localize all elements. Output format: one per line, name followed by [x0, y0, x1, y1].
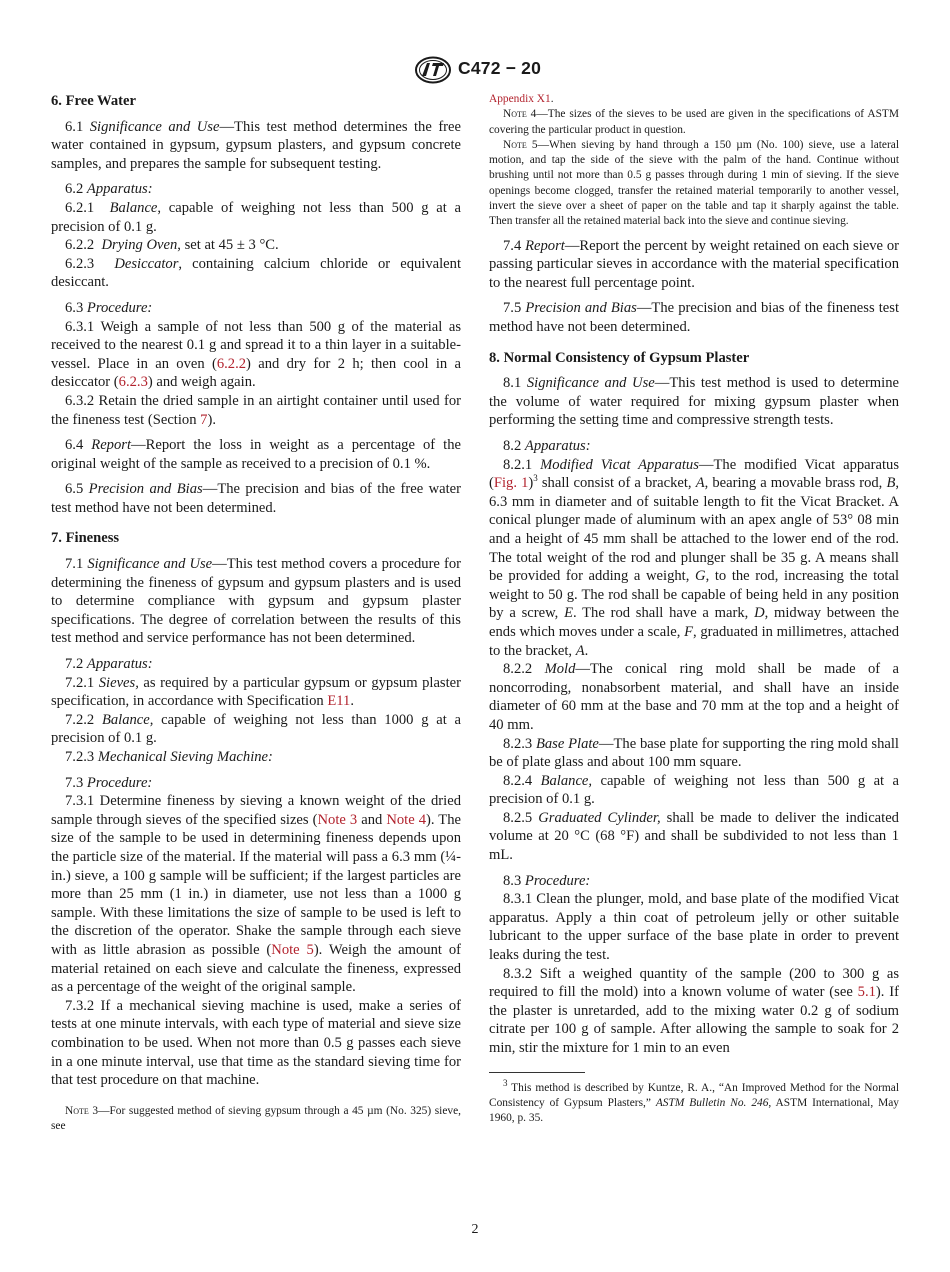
astm-logo-icon	[414, 56, 452, 84]
paragraph-7-3: 7.3 Procedure:	[65, 774, 153, 791]
note-3: Note 3—For suggested method of sieving gypsum through a 45 µm (No. 325) sieve, see	[51, 1104, 461, 1132]
paragraph-6-5: 6.5 Precision and Bias—The precision and bias of the free water test method have not been determined.	[51, 481, 461, 516]
note-4: Note 4—The sizes of the sieves to be used are given in the specifications of ASTM covering the particular product in question.	[489, 108, 899, 136]
paragraph-7-2-1: 7.2.1 Sieves, as required by a particular gypsum or gypsum plaster specification, in accordance with Specification E11.	[51, 674, 461, 710]
paragraph-7-4: 7.4 Report—Report the percent by weight retained on each sieve or passing particular sieves in accordance with the material specification to the nearest full percentage point.	[489, 237, 899, 291]
paragraph-7-2-2: 7.2.2 Balance, capable of weighing not less than 1000 g at a precision of 0.1 g.	[51, 711, 462, 747]
paragraph-6-4: 6.4 Report—Report the loss in weight as a percentage of the original weight of the sample as received to a precision of 0.1 %.	[51, 437, 461, 472]
paragraph-8-2-5: 8.2.5 Graduated Cylinder, shall be made to deliver the indicated volume at 20 °C (68 °F) and shall be subdivided to not less than 1 mL.	[489, 809, 899, 864]
link-5-1[interactable]: 5.1	[857, 984, 876, 1001]
right-column	[489, 92, 899, 1127]
link-section-7[interactable]: 7	[200, 411, 208, 428]
section-7-title: 7. Fineness	[51, 530, 120, 547]
footnote-3: $^3$ This method is described by Kuntze, R. A., “An Improved Method for the Normal Consistency of Gypsum Plasters,” ASTM Bulletin No. 246, ASTM International, May 1960, p. 35.	[489, 1077, 899, 1125]
section-6-title: 6. Free Water	[51, 93, 136, 109]
paragraph-8-3-2: 8.3.2 Sift a weighed quantity of the sample (200 to 300 g as required to fill the mold) into a known volume of water (see 5.1). If the plaster is unretarded, add to the mixing water 0.2 g of sodium citrate per 100 g of sample. After allowing the sample to soak for 2 min, stir the mixture for 1 min to an even	[489, 965, 899, 1057]
paragraph-6-3-2: 6.3.2 Retain the dried sample in an airtight container until used for the fineness test (Section 7).	[51, 392, 461, 428]
paragraph-7-5: 7.5 Precision and Bias—The precision and bias of the fineness test method have not been determined.	[489, 300, 899, 336]
paragraph-8-2-4: 8.2.4 Balance, capable of weighing not less than 500 g at a precision of 0.1 g.	[489, 772, 899, 808]
document-id: C472 − 20	[458, 58, 542, 78]
paragraph-8-1: 8.1 Significance and Use—This test method is used to determine the volume of water required for mixing gypsum plaster when performing the setting time and compressive strength tests.	[489, 375, 899, 429]
link-6-2-3[interactable]: 6.2.3	[118, 374, 148, 391]
paragraph-6-2-1: 6.2.1 Balance, capable of weighing not less than 500 g at a precision of 0.1 g.	[51, 199, 461, 235]
paragraph-8-2-1: 8.2.1 Modified Vicat Apparatus—The modified Vicat apparatus (Fig. 1)$^3$ shall consist of a bracket, A, bearing a movable brass rod, B, 6.3 mm in diameter and of suitable length to fit the Vicat Bracket. A conical plunger made of aluminum with an apex angle of 53° 08 min and a height of 45 mm shall be attached to the lower end of the rod. The total weight of the rod and plunger shall be 35 g. A means shall be provided for adding a weight, G, to the rod, increasing the total weight to 50 g. The rod shall be capable of being held in any position by a screw, E. The rod shall have a mark, D, midway between the ends which moves under a scale, F, graduated in millimetres, attached to the bracket, A.	[489, 456, 900, 659]
note-3-continued: Appendix X1.	[489, 93, 554, 105]
paragraph-6-2-2: 6.2.2 Drying Oven, set at 45 ± 3 °C.	[65, 237, 279, 254]
paragraph-6-1: 6.1 Significance and Use—This test method determines the free water contained in gypsum, gypsum plasters, and gypsum concrete samples, and prepares the sample for subsequent testing.	[51, 118, 461, 172]
link-note-4[interactable]: Note 4	[386, 811, 427, 828]
link-note-3[interactable]: Note 3	[317, 811, 358, 828]
paragraph-7-3-1: 7.3.1 Determine fineness by sieving a known weight of the dried sample through sieves of the specified sizes (Note 3 and Note 4). The size of the sample to be used in determining fineness depends upon the particle size of the material. If the material will pass a 6.3 mm (¼-in.) sieve, a 100 g sample will be sufficient; if the largest particles are more than 25 mm (1 in.) in diameter, use not less than a 1000 g sample. With these limitations the size of sample to be used is left to the discretion of the operator. Shake the sample through each sieve with as little abrasion as possible (Note 5). Weigh the amount of material retained on each sieve and calculate the fineness, expressed as a percentage of the weight of the original sample.	[51, 793, 461, 996]
footnote-divider	[489, 1072, 585, 1073]
paragraph-6-3-1: 6.3.1 Weigh a sample of not less than 500 g of the material as received to the nearest 0.1 g and spread it to a thin layer in a suitable-vessel. Place in an oven (6.2.2) and dry for 2 h; then cool in a desiccator (6.2.3) and weigh again.	[51, 318, 462, 391]
link-e11[interactable]: E11	[327, 693, 351, 710]
paragraph-6-3: 6.3 Procedure:	[65, 299, 153, 316]
paragraph-8-2: 8.2 Apparatus:	[503, 438, 591, 455]
note-5: Note 5—When sieving by hand through a 150 µm (No. 100) sieve, use a lateral motion, and tap the side of the sieve with the palm of the hand. Continue without brushing until not more than 0.5 g passes through during 1 min of sieving. If the sieve openings become clogged, transfer the retained material temporarily to another vessel, invert the sieve over a sheet of paper on the table and tap it sharply against the table. Then transfer all the retained material back into the sieve and continue sieving.	[489, 138, 899, 228]
link-note-5[interactable]: Note 5	[271, 941, 314, 958]
paragraph-6-2-3: 6.2.3 Desiccator, containing calcium chloride or equivalent desiccant.	[51, 255, 461, 291]
link-6-2-2[interactable]: 6.2.2	[216, 355, 247, 372]
paragraph-7-2-3: 7.2.3 Mechanical Sieving Machine:	[65, 749, 273, 765]
paragraph-8-3-1: 8.3.1 Clean the plunger, mold, and base plate of the modified Vicat apparatus. Apply a thin coat of petroleum jelly or other suitable lubricant to the upper surface of the base plate in order to prevent leaks during the test.	[489, 891, 899, 964]
page-number: 2	[471, 1222, 479, 1237]
footnote-ref-3: 3	[533, 473, 538, 484]
section-8-title: 8. Normal Consistency of Gypsum Plaster	[489, 349, 750, 366]
link-fig-1[interactable]: Fig. 1	[493, 475, 529, 492]
paragraph-8-2-2: 8.2.2 Mold—The conical ring mold shall be made of a noncorroding, nonabsorbent material, and shall have an inside diameter of 60 mm at the base and 70 mm at the top and a height of 40 mm.	[489, 661, 899, 733]
left-column	[51, 92, 461, 1134]
paragraph-7-2: 7.2 Apparatus:	[65, 656, 153, 673]
page-header	[0, 56, 950, 86]
paragraph-6-2: 6.2 Apparatus:	[65, 181, 153, 198]
paragraph-7-3-2: 7.3.2 If a mechanical sieving machine is used, make a series of tests at one minute intervals, with each type of material and sieve size combination to be used. When not more than 0.5 g passes each sieve in a one minute interval, use that time as the standard sieving time for that test procedure on that machine.	[51, 997, 461, 1089]
paragraph-8-3: 8.3 Procedure:	[503, 872, 591, 889]
paragraph-8-2-3: 8.2.3 Base Plate—The base plate for supporting the ring mold shall be of plate glass and about 100 mm square.	[489, 735, 899, 771]
link-appendix-x1[interactable]: Appendix X1	[489, 93, 551, 105]
paragraph-7-1: 7.1 Significance and Use—This test method covers a procedure for determining the fineness of gypsum and gypsum plasters and is used to determine compliance with gypsum and gypsum plaster specifications. The degree of correlation between the results of this test method and service performance has not been determined.	[51, 556, 461, 647]
